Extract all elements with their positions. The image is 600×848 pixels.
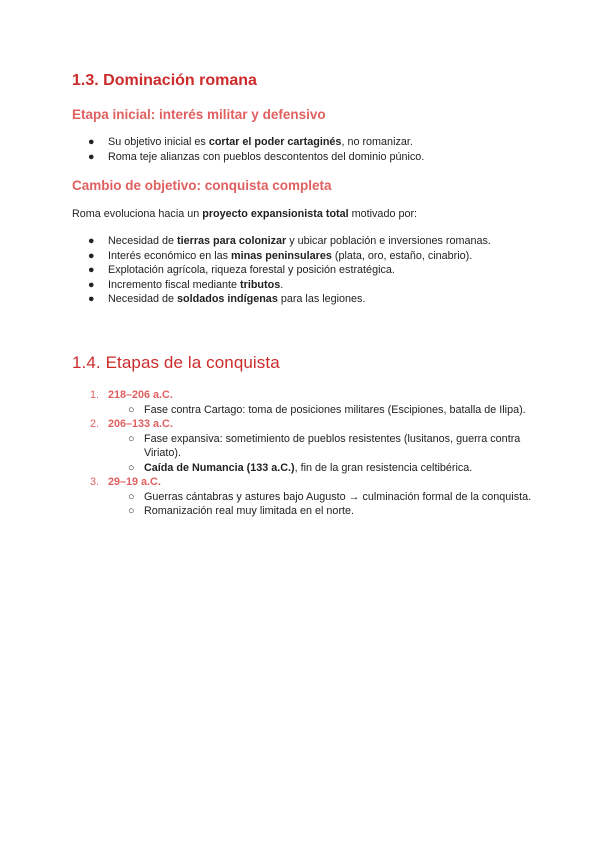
list-item-text: Su objetivo inicial es <box>108 136 209 148</box>
stage-title: 29–19 a.C. <box>108 476 161 488</box>
paragraph-text: motivado por: <box>348 208 418 220</box>
bullet-icon: ● <box>88 136 95 148</box>
list-item-text: , no romanizar. <box>341 136 413 148</box>
motivations-list <box>72 234 491 307</box>
list-item-bold: soldados indígenas <box>177 293 278 305</box>
bullet-icon: ● <box>88 150 95 163</box>
list-item-bold: tributos <box>240 278 281 291</box>
sub-list-item <box>108 504 544 519</box>
list-item-bold: Caída de Numancia (133 a.C.) <box>144 461 295 474</box>
list-item <box>72 263 491 278</box>
list-item <box>72 234 491 249</box>
list-item-text: (plata, oro, estaño, cinabrio). <box>331 249 473 262</box>
stage-details <box>108 490 544 519</box>
bullet-icon: ● <box>88 293 95 305</box>
bullet-icon: ● <box>88 235 95 247</box>
subheading-cambio-objetivo: Cambio de objetivo: conquista completa <box>72 178 332 193</box>
list-item-text: Guerras cántabras y astures bajo Augusto → culminación formal de la conquista. <box>144 490 532 503</box>
circle-bullet-icon: ○ <box>128 432 135 445</box>
stage-number: 1. <box>90 389 100 401</box>
bullet-icon: ● <box>88 249 95 262</box>
stage-title: 206–133 a.C. <box>108 418 173 430</box>
circle-bullet-icon: ○ <box>128 403 135 416</box>
list-item-text: Incremento fiscal mediante <box>108 278 241 291</box>
stage-item <box>72 475 544 519</box>
circle-bullet-icon: ○ <box>128 461 135 474</box>
sub-list-item <box>108 403 544 418</box>
stage-number: 2. <box>90 418 100 430</box>
list-item-text: Interés económico en las <box>108 249 232 262</box>
stage-details <box>108 432 544 476</box>
list-item-text: Necesidad de <box>108 293 178 305</box>
list-item-text: Fase expansiva: sometimiento de pueblos resistentes (lusitanos, guerra contra Viriato). <box>144 432 521 459</box>
list-item-text: Explotación agrícola, riqueza forestal y posición estratégica. <box>108 264 395 276</box>
list-item-bold: tierras para colonizar <box>177 235 287 247</box>
initial-stage-list <box>72 135 424 164</box>
stage-details <box>108 403 544 418</box>
list-item-text: , fin de la gran resistencia celtibérica. <box>294 461 473 474</box>
section-title-dominacion-romana: 1.3. Dominación romana <box>72 72 257 89</box>
paragraph-bold: proyecto expansionista total <box>202 208 349 220</box>
list-item-text: Necesidad de <box>108 235 178 247</box>
stage-title: 218–206 a.C. <box>108 389 173 401</box>
list-item-text: Fase contra Cartago: toma de posiciones militares (Escipiones, batalla de Ilipa). <box>144 403 526 416</box>
circle-bullet-icon: ○ <box>128 490 135 503</box>
list-item <box>72 150 424 165</box>
circle-bullet-icon: ○ <box>128 505 135 517</box>
list-item-bold: minas peninsulares <box>231 249 332 262</box>
bullet-icon: ● <box>88 278 95 291</box>
stage-item <box>72 417 544 475</box>
list-item-text: para las legiones. <box>277 293 366 305</box>
sub-list-item <box>108 432 544 461</box>
list-item <box>72 278 491 293</box>
conquest-stages-list <box>72 388 544 519</box>
list-item <box>72 135 424 150</box>
stage-number: 3. <box>90 476 100 488</box>
list-item <box>72 249 491 264</box>
paragraph-text: Roma evoluciona hacia un <box>72 208 203 220</box>
subheading-etapa-inicial: Etapa inicial: interés militar y defensivo <box>72 107 326 122</box>
sub-list-item <box>108 490 544 505</box>
list-item-text: y ubicar población e inversiones romanas. <box>286 235 491 247</box>
list-item-text: Roma teje alianzas con pueblos descontentos del dominio púnico. <box>108 150 425 163</box>
list-item-text: Romanización real muy limitada en el norte. <box>144 505 355 517</box>
section-title-etapas-conquista: 1.4. Etapas de la conquista <box>72 353 280 372</box>
list-item-bold: cortar el poder cartaginés <box>208 136 342 148</box>
stage-item <box>72 388 544 417</box>
intro-paragraph <box>72 207 417 222</box>
sub-list-item <box>108 461 544 476</box>
list-item-text: . <box>280 278 284 291</box>
list-item <box>72 292 491 307</box>
bullet-icon: ● <box>88 264 95 276</box>
